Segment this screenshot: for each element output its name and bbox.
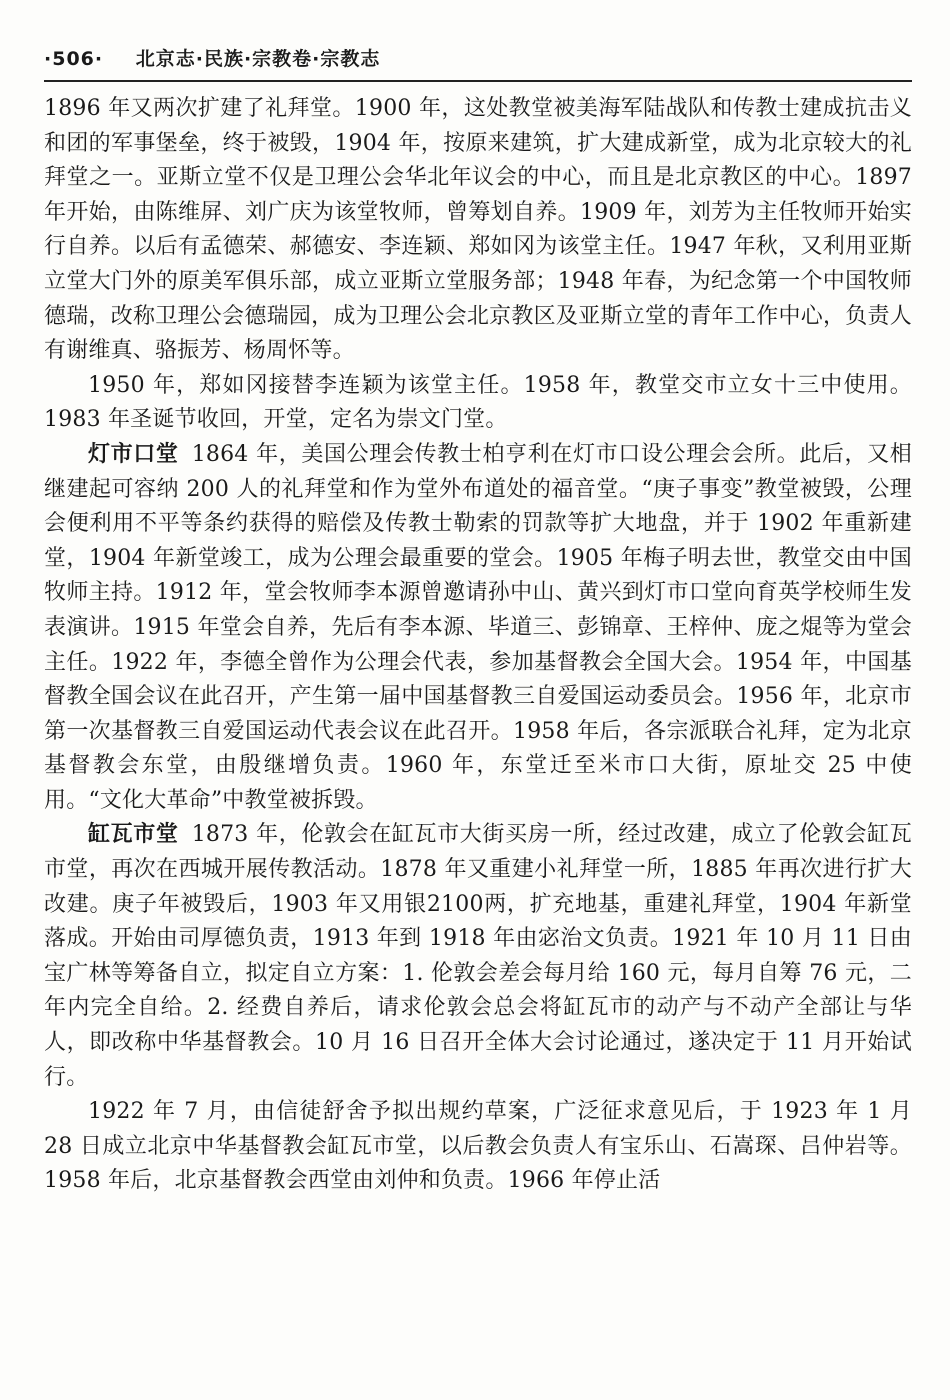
section-term: 灯市口堂 bbox=[88, 441, 179, 467]
header-rule bbox=[44, 80, 912, 82]
book-title: 北京志·民族·宗教卷·宗教志 bbox=[135, 48, 381, 70]
body-text bbox=[44, 92, 912, 1199]
section-term: 缸瓦市堂 bbox=[88, 822, 179, 848]
paragraph-chongwenmen bbox=[44, 369, 912, 438]
paragraph-gangwashi-1922 bbox=[44, 1095, 912, 1199]
running-head bbox=[44, 44, 912, 78]
paragraph-text: 1922 年 7 月，由信徒舒舍予拟出规约草案，广泛征求意见后，于 1923 年 1 月 28 日成立北京中华基督教会缸瓦市堂，以后教会负责人有宝乐山、石嵩琛、吕仲岩等。1958 年后，北京基督教会西堂由刘仲和负责。1966 年停止活 bbox=[44, 1099, 912, 1194]
page-number: ·506· bbox=[44, 48, 104, 70]
paragraph-dengshikou bbox=[44, 438, 912, 819]
paragraph-text: 1864 年，美国公理会传教士柏亨利在灯市口设公理会会所。此后，又相继建起可容纳 200 人的礼拜堂和作为堂外布道处的福音堂。“庚子事变”教堂被毁，公理会便利用不平等条约获得的赔偿及传教士勒索的罚款等扩大地盘，并于 1902 年重新建堂，1904 年新堂竣工，成为公理会最重要的堂会。1905 年梅子明去世，教堂交由中国牧师主持。1912 年，堂会牧师李本源曾邀请孙中山、黄兴到灯市口堂向育英学校师生发表演讲。1915 年堂会自养，先后有李本源、毕道三、彭锦章、王梓仲、庞之焜等为堂会主任。1922 年，李德全曾作为公理会代表，参加基督教会全国大会。1954 年，中国基督教全国会议在此召开，产生第一届中国基督教三自爱国运动委员会。1956 年，北京市第一次基督教三自爱国运动代表会议在此召开。1958 年后，各宗派联合礼拜，定为北京基督教会东堂，由殷继增负责。1960 年，东堂迁至米市口大街，原址交 25 中使用。“文化大革命”中教堂被拆毁。 bbox=[44, 441, 912, 813]
paragraph-aslibury-history bbox=[44, 92, 912, 369]
paragraph-text: 1873 年，伦敦会在缸瓦市大街买房一所，经过改建，成立了伦敦会缸瓦市堂，再次在西城开展传教活动。1878 年又重建小礼拜堂一所，1885 年再次进行扩大改建。庚子年被毁后，1903 年又用银2100两，扩充地基，重建礼拜堂，1904 年新堂落成。开始由司厚德负责，1913 年到 1918 年由宓治文负责。1921 年 10 月 11 日由宝广林等筹备自立，拟定自立方案：1. 伦敦会差会每月给 160 元，每月自筹 76 元，二年内完全自给。2. 经费自养后，请求伦敦会总会将缸瓦市的动产与不动产全部让与华人，即改称中华基督教会。10 月 16 日召开全体大会讨论通过，遂决定于 11 月开始试行。 bbox=[44, 822, 912, 1090]
paragraph-text: 1950 年，郑如冈接替李连颖为该堂主任。1958 年，教堂交市立女十三中使用。1983 年圣诞节收回，开堂，定名为崇文门堂。 bbox=[44, 372, 912, 433]
paragraph-gangwashi bbox=[44, 818, 912, 1095]
paragraph-text: 1896 年又两次扩建了礼拜堂。1900 年，这处教堂被美海军陆战队和传教士建成抗击义和团的军事堡垒，终于被毁，1904 年，按原来建筑，扩大建成新堂，成为北京较大的礼拜堂之一。亚斯立堂不仅是卫理公会华北年议会的中心，而且是北京教区的中心。1897 年开始，由陈维屏、刘广庆为该堂牧师，曾筹划自养。1909 年，刘芳为主任牧师开始实行自养。以后有孟德荣、郝德安、李连颖、郑如冈为该堂主任。1947 年秋，又利用亚斯立堂大门外的原美军俱乐部，成立亚斯立堂服务部；1948 年春，为纪念第一个中国牧师德瑞，改称卫理公会德瑞园，成为卫理公会北京教区及亚斯立堂的青年工作中心，负责人有谢维真、骆振芳、杨周怀等。 bbox=[44, 96, 912, 364]
